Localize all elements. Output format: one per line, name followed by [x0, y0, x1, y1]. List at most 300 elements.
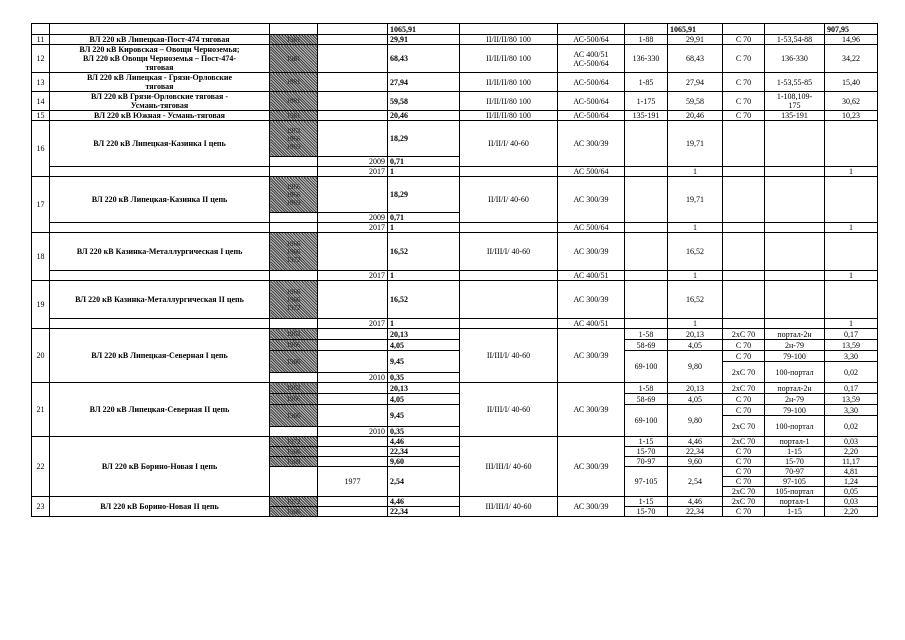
table-cell [723, 121, 765, 167]
year-hatch-cell: 1981 [270, 35, 318, 45]
table-cell [765, 233, 825, 271]
table-cell: 29,91 [668, 35, 723, 45]
table-cell: II/II/II/80 100 [460, 111, 558, 121]
table-row [32, 437, 878, 447]
table-row [32, 329, 878, 340]
table-cell: 100-портал [765, 416, 825, 437]
table-cell: 70-97 [625, 457, 668, 467]
table-cell: 14 [32, 92, 50, 111]
table-cell: II/III/I/ 40-60 [460, 233, 558, 271]
table-cell: II/II/I/ 40-60 [460, 121, 558, 167]
table-cell [723, 167, 765, 177]
table-cell [825, 281, 878, 319]
table-cell: 1-85 [625, 73, 668, 92]
table-row [32, 35, 878, 45]
table-cell: 68,43 [668, 45, 723, 73]
table-cell: 4,81 [825, 467, 878, 477]
table-cell [625, 271, 668, 281]
table-cell: 2009 [318, 157, 388, 167]
year-hatch-cell: 1972 [270, 497, 318, 507]
line-table [31, 23, 878, 517]
line-name-cell: ВЛ 220 кВ Борино-Новая II цепь [50, 497, 270, 517]
table-cell: АС-500/64 [558, 92, 625, 111]
table-cell [270, 24, 318, 35]
table-cell [460, 271, 558, 281]
table-cell [723, 233, 765, 271]
table-cell: 0,35 [388, 373, 460, 383]
year-hatch-cell: 1962 1966 1969 [270, 121, 318, 157]
table-cell [625, 319, 668, 329]
table-cell [825, 121, 878, 167]
table-cell [765, 121, 825, 167]
table-cell [270, 223, 318, 233]
table-row [32, 233, 878, 271]
table-cell: 0,02 [825, 416, 878, 437]
table-cell [318, 405, 388, 427]
table-cell [460, 223, 558, 233]
table-cell: 135-191 [765, 111, 825, 121]
table-row [32, 73, 878, 92]
table-cell: 0,17 [825, 383, 878, 394]
table-cell [318, 121, 388, 157]
table-cell: 22,34 [668, 447, 723, 457]
table-cell: 1-15 [765, 507, 825, 517]
table-cell [318, 383, 388, 394]
table-cell: 1-58 [625, 383, 668, 394]
line-name-cell [50, 271, 270, 281]
year-hatch-cell: 1966 [270, 394, 318, 405]
table-cell [318, 340, 388, 351]
table-cell [625, 233, 668, 271]
table-cell: портал-2н [765, 329, 825, 340]
table-cell: 9,45 [388, 351, 460, 373]
table-cell: АС 500/64 [558, 167, 625, 177]
table-cell: 59,58 [388, 92, 460, 111]
table-cell [625, 121, 668, 167]
table-cell [625, 223, 668, 233]
table-cell [765, 281, 825, 319]
table-cell: С 70 [723, 507, 765, 517]
line-name-cell [50, 167, 270, 177]
table-cell: II/II/II/80 100 [460, 45, 558, 73]
table-cell: 1 [825, 167, 878, 177]
table-cell: 2хС 70 [723, 362, 765, 383]
table-cell [270, 427, 318, 437]
table-cell [32, 24, 50, 35]
year-hatch-cell: 1966 1966 1972 [270, 233, 318, 271]
table-cell: 1-58 [625, 329, 668, 340]
table-cell: II/III/I/ 40-60 [460, 329, 558, 383]
table-cell: 1065,91 [388, 24, 460, 35]
table-cell: 1 [825, 271, 878, 281]
table-cell: АС-500/64 [558, 73, 625, 92]
table-cell: 1-15 [625, 497, 668, 507]
table-cell: 3,30 [825, 405, 878, 416]
table-cell: II/II/I/ 40-60 [460, 177, 558, 223]
table-cell: С 70 [723, 340, 765, 351]
table-cell: С 70 [723, 111, 765, 121]
line-name-cell: ВЛ 220 кВ Липецкая-Казинка II цепь [50, 177, 270, 223]
table-cell [318, 24, 388, 35]
year-hatch-cell: 1966 [270, 507, 318, 517]
table-cell: 1 [668, 319, 723, 329]
table-cell: II/II/II/80 100 [460, 73, 558, 92]
table-cell: 1-88 [625, 35, 668, 45]
table-cell: 30,62 [825, 92, 878, 111]
table-cell: 27,94 [668, 73, 723, 92]
line-name-cell: ВЛ 220 кВ Липецкая - Грязи-Орловские тяговая [50, 73, 270, 92]
table-cell: 15-70 [625, 447, 668, 457]
table-cell: 16 [32, 121, 50, 177]
table-cell [318, 437, 388, 447]
table-cell: С 70 [723, 405, 765, 416]
table-cell: 1 [388, 223, 460, 233]
table-cell: портал-1 [765, 437, 825, 447]
table-cell: АС-500/64 [558, 111, 625, 121]
table-cell: 1 [668, 167, 723, 177]
table-cell: 1-15 [625, 437, 668, 447]
table-cell: 21 [32, 383, 50, 437]
table-cell [825, 177, 878, 223]
table-cell: 1977 [318, 467, 388, 497]
table-cell [50, 24, 270, 35]
table-cell: 11 [32, 35, 50, 45]
table-cell: 79-100 [765, 405, 825, 416]
table-cell: 2хС 70 [723, 383, 765, 394]
table-cell: 1,24 [825, 477, 878, 487]
table-cell: 13 [32, 73, 50, 92]
table-cell: 2хС 70 [723, 416, 765, 437]
table-cell: 20,46 [668, 111, 723, 121]
table-cell [318, 73, 388, 92]
table-cell [318, 35, 388, 45]
table-cell: АС 300/39 [558, 383, 625, 437]
table-cell [625, 167, 668, 177]
table-cell: АС-500/64 [558, 35, 625, 45]
table-cell [318, 92, 388, 111]
table-cell: АС 400/51 [558, 271, 625, 281]
table-cell: 19,71 [668, 121, 723, 167]
table-cell: 0,03 [825, 437, 878, 447]
table-cell: 0,71 [388, 157, 460, 167]
table-cell: 18,29 [388, 121, 460, 157]
table-cell: 0,03 [825, 497, 878, 507]
table-cell: 13,59 [825, 340, 878, 351]
table-cell: АС 300/39 [558, 233, 625, 271]
table-cell: 2017 [318, 271, 388, 281]
table-cell: С 70 [723, 351, 765, 362]
table-cell: 0,35 [388, 427, 460, 437]
table-cell: 1-53,55-85 [765, 73, 825, 92]
table-cell: АС 400/51 [558, 319, 625, 329]
table-row [32, 319, 878, 329]
table-cell: 16,52 [668, 281, 723, 319]
table-cell: 4,46 [668, 437, 723, 447]
table-cell: 0,02 [825, 362, 878, 383]
table-cell: 17 [32, 177, 50, 233]
table-row [32, 111, 878, 121]
table-cell: 1-175 [625, 92, 668, 111]
line-name-cell: ВЛ 220 кВ Грязи-Орловские тяговая - Усмань-тяговая [50, 92, 270, 111]
table-cell: 20,46 [388, 111, 460, 121]
table-cell: 1-53,54-88 [765, 35, 825, 45]
year-hatch-cell: 1966 1966 1972 [270, 281, 318, 319]
table-cell [558, 24, 625, 35]
table-cell: АС 300/39 [558, 497, 625, 517]
table-cell: 15 [32, 111, 50, 121]
table-cell [625, 281, 668, 319]
table-cell: портал-1 [765, 497, 825, 507]
table-row [32, 167, 878, 177]
table-cell: 2,54 [668, 467, 723, 497]
table-cell: 22,34 [668, 507, 723, 517]
line-name-cell [50, 223, 270, 233]
table-cell: 18,29 [388, 177, 460, 213]
table-cell: 58-69 [625, 340, 668, 351]
table-cell: II/III/I/ 40-60 [460, 383, 558, 437]
table-cell: 1 [388, 271, 460, 281]
table-cell: 9,80 [668, 351, 723, 383]
table-row [32, 271, 878, 281]
table-cell: 2н-79 [765, 340, 825, 351]
table-cell: 135-191 [625, 111, 668, 121]
table-cell: 2017 [318, 223, 388, 233]
table-cell [765, 319, 825, 329]
table-cell: 16,52 [668, 233, 723, 271]
table-cell: 136-330 [765, 45, 825, 73]
table-cell [460, 281, 558, 319]
year-hatch-cell: 1962 [270, 383, 318, 394]
total-row [32, 24, 878, 35]
table-cell: 69-100 [625, 351, 668, 383]
table-cell: 0,05 [825, 487, 878, 497]
table-cell [318, 351, 388, 373]
table-cell: 18 [32, 233, 50, 281]
line-name-cell: ВЛ 220 кВ Казинка-Металлургическая I цепь [50, 233, 270, 271]
table-cell: 2010 [318, 373, 388, 383]
table-cell: 15,40 [825, 73, 878, 92]
table-cell: 1 [825, 319, 878, 329]
table-cell: АС 300/39 [558, 329, 625, 383]
line-name-cell: ВЛ 220 кВ Казинка-Металлургическая II цепь [50, 281, 270, 319]
table-cell: 907,95 [825, 24, 878, 35]
table-cell: 15-70 [765, 457, 825, 467]
table-cell: портал-2н [765, 383, 825, 394]
table-cell: 2,20 [825, 447, 878, 457]
table-cell: 12 [32, 45, 50, 73]
table-cell: 15-70 [625, 507, 668, 517]
table-cell [318, 177, 388, 213]
line-name-cell: ВЛ 220 кВ Липецкая-Казинка I цепь [50, 121, 270, 167]
table-cell: АС 500/64 [558, 223, 625, 233]
table-row [32, 383, 878, 394]
table-cell: 97-105 [625, 467, 668, 497]
table-cell: АС 300/39 [558, 121, 625, 167]
year-hatch-cell: 1981 [270, 45, 318, 73]
table-cell: 2хС 70 [723, 437, 765, 447]
table-cell: 9,80 [668, 405, 723, 437]
table-cell: 2009 [318, 213, 388, 223]
table-cell: 29,91 [388, 35, 460, 45]
table-row [32, 223, 878, 233]
table-cell: 100-портал [765, 362, 825, 383]
table-cell [318, 497, 388, 507]
table-cell: 20,13 [388, 383, 460, 394]
table-cell: 2017 [318, 319, 388, 329]
table-cell [723, 271, 765, 281]
table-cell: 2010 [318, 427, 388, 437]
table-cell: 70-97 [765, 467, 825, 477]
table-row [32, 497, 878, 507]
table-cell: 136-330 [625, 45, 668, 73]
table-cell: АС 300/39 [558, 281, 625, 319]
table-cell: 19 [32, 281, 50, 329]
table-cell: 16,52 [388, 281, 460, 319]
year-hatch-cell: 1969 [270, 457, 318, 467]
table-cell [318, 457, 388, 467]
table-cell: 34,22 [825, 45, 878, 73]
table-cell: 22,34 [388, 447, 460, 457]
table-cell: 20,13 [668, 329, 723, 340]
table-cell: 2хС 70 [723, 497, 765, 507]
table-cell: 22,34 [388, 507, 460, 517]
table-cell: 4,05 [388, 340, 460, 351]
table-cell [318, 111, 388, 121]
table-cell: С 70 [723, 477, 765, 487]
table-cell: С 70 [723, 467, 765, 477]
table-row [32, 177, 878, 213]
year-hatch-cell: 1981 [270, 92, 318, 111]
table-cell: 13,59 [825, 394, 878, 405]
table-cell: 4,05 [668, 340, 723, 351]
table-cell: 69-100 [625, 405, 668, 437]
table-cell [765, 167, 825, 177]
table-cell [765, 271, 825, 281]
table-cell: АС 300/39 [558, 177, 625, 223]
table-cell: III/III/I/ 40-60 [460, 497, 558, 517]
table-cell [765, 177, 825, 223]
table-cell: 68,43 [388, 45, 460, 73]
table-cell [723, 319, 765, 329]
table-cell [460, 24, 558, 35]
table-cell [460, 167, 558, 177]
table-cell: 1 [388, 167, 460, 177]
table-cell [765, 24, 825, 35]
table-cell: С 70 [723, 457, 765, 467]
table-cell: 14,96 [825, 35, 878, 45]
table-cell: 2хС 70 [723, 329, 765, 340]
table-cell [318, 447, 388, 457]
table-cell: С 70 [723, 394, 765, 405]
table-cell [318, 45, 388, 73]
year-hatch-cell: 1966 1966 1969 [270, 177, 318, 213]
table-cell [270, 167, 318, 177]
table-cell: С 70 [723, 45, 765, 73]
table-row [32, 281, 878, 319]
table-cell: 27,94 [388, 73, 460, 92]
table-cell: 20,13 [668, 383, 723, 394]
table-cell: 59,58 [668, 92, 723, 111]
table-cell: 1 [388, 319, 460, 329]
table-cell: 23 [32, 497, 50, 517]
table-cell: 4,05 [388, 394, 460, 405]
table-cell [318, 507, 388, 517]
table-cell: 9,60 [668, 457, 723, 467]
table-cell: 1-108,109- 175 [765, 92, 825, 111]
table-cell [625, 24, 668, 35]
table-cell: 1-15 [765, 447, 825, 457]
table-cell: 4,46 [388, 497, 460, 507]
line-name-cell: ВЛ 220 кВ Южная - Усмань-тяговая [50, 111, 270, 121]
table-cell: 22 [32, 437, 50, 497]
table-cell [825, 233, 878, 271]
table-cell: 2017 [318, 167, 388, 177]
table-cell: 1 [825, 223, 878, 233]
table-cell [318, 394, 388, 405]
table-cell: 9,45 [388, 405, 460, 427]
table-cell: 11,17 [825, 457, 878, 467]
table-cell [723, 24, 765, 35]
table-cell [270, 213, 318, 223]
table-cell [723, 177, 765, 223]
year-hatch-cell: 1966 [270, 447, 318, 457]
year-hatch-cell: 1966 [270, 351, 318, 373]
year-hatch-cell: 1966 [270, 405, 318, 427]
table-cell [270, 373, 318, 383]
table-cell: 9,60 [388, 457, 460, 467]
table-cell: 16,52 [388, 233, 460, 271]
table-row [32, 121, 878, 157]
table-cell: 2н-79 [765, 394, 825, 405]
table-row [32, 92, 878, 111]
table-cell: 79-100 [765, 351, 825, 362]
table-cell [765, 223, 825, 233]
table-cell: 105-портал [765, 487, 825, 497]
table-cell: II/II/II/80 100 [460, 92, 558, 111]
table-cell: 20 [32, 329, 50, 383]
year-hatch-cell: 1966 [270, 340, 318, 351]
year-hatch-cell: 1981 [270, 111, 318, 121]
table-cell [270, 157, 318, 167]
table-cell [460, 319, 558, 329]
table-cell: С 70 [723, 92, 765, 111]
table-cell [270, 271, 318, 281]
table-cell: 1 [668, 271, 723, 281]
table-cell [318, 233, 388, 271]
table-cell: 2,20 [825, 507, 878, 517]
line-name-cell [50, 319, 270, 329]
table-cell: 1065,91 [668, 24, 723, 35]
table-cell [625, 177, 668, 223]
table-cell: 4,46 [388, 437, 460, 447]
table-cell [318, 281, 388, 319]
line-name-cell: ВЛ 220 кВ Липецкая-Пост-474 тяговая [50, 35, 270, 45]
year-hatch-cell: 1962 [270, 329, 318, 340]
table-cell: 0,71 [388, 213, 460, 223]
table-cell: 0,17 [825, 329, 878, 340]
line-name-cell: ВЛ 220 кВ Липецкая-Северная II цепь [50, 383, 270, 437]
line-name-cell: ВЛ 220 кВ Борино-Новая I цепь [50, 437, 270, 497]
table-cell [318, 329, 388, 340]
table-cell: II/II/II/80 100 [460, 35, 558, 45]
line-name-cell: ВЛ 220 кВ Кировская – Овощи Черноземья; ВЛ 220 кВ Овощи Черноземья – Пост-474- тяговая [50, 45, 270, 73]
table-cell: III/III/I/ 40-60 [460, 437, 558, 497]
table-cell: 4,46 [668, 497, 723, 507]
table-row [32, 45, 878, 73]
table-cell: 4,05 [668, 394, 723, 405]
year-hatch-cell: 1981 [270, 73, 318, 92]
table-cell: С 70 [723, 73, 765, 92]
